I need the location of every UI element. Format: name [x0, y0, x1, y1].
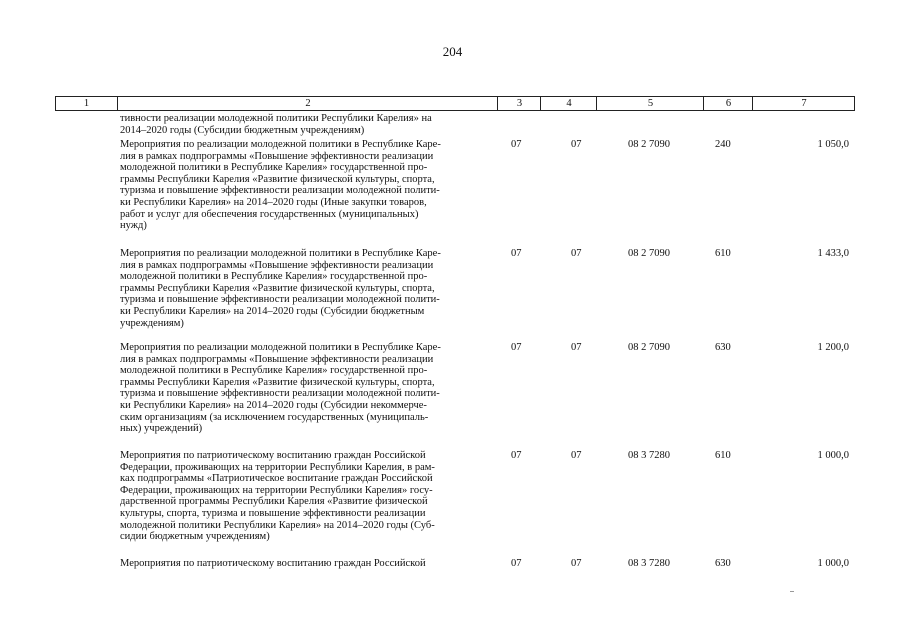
expense-type-code: 610: [715, 450, 731, 461]
column-header: 5: [596, 97, 704, 110]
column-header: 6: [703, 97, 753, 110]
target-item-code: 08 3 7280: [628, 558, 670, 569]
section-code: 07: [511, 139, 522, 150]
amount-value: 1 433,0: [817, 248, 849, 259]
section-code: 07: [511, 450, 522, 461]
description-cell: Мероприятия по реализации молодежной политики в Республике Каре- лия в рамках подпрограммы «Повышение эффективности реализации молодежной политики в Республике Карелия» государственной про- граммы Республики Карелия «Развитие физической культуры, спорта, туризма и повышение эффективности реализации молодежной полити- ки Республики Карелия» на 2014–2020 годы (Иные закупки товаров, работ и услуг для обеспечения государственных (муниципальных) нужд): [120, 139, 441, 232]
expense-type-code: 630: [715, 342, 731, 353]
target-item-code: 08 2 7090: [628, 248, 670, 259]
amount-value: 1 050,0: [817, 139, 849, 150]
target-item-code: 08 2 7090: [628, 139, 670, 150]
column-header: 3: [497, 97, 541, 110]
target-item-code: 08 2 7090: [628, 342, 670, 353]
subsection-code: 07: [571, 139, 582, 150]
section-code: 07: [511, 342, 522, 353]
description-cell: Мероприятия по патриотическому воспитанию граждан Российской: [120, 558, 426, 569]
scan-mark: [790, 591, 794, 592]
section-code: 07: [511, 558, 522, 569]
page-number: 204: [442, 44, 463, 59]
description-cell: тивности реализации молодежной политики Республики Карелия» на 2014–2020 годы (Субсидии бюджетным учреждениям): [120, 113, 432, 136]
subsection-code: 07: [571, 450, 582, 461]
expense-type-code: 630: [715, 558, 731, 569]
expense-type-code: 610: [715, 248, 731, 259]
description-cell: Мероприятия по реализации молодежной политики в Республике Каре- лия в рамках подпрограммы «Повышение эффективности реализации молодежной политики в Республике Карелия» государственной про- граммы Республики Карелия «Развитие физической культуры, спорта, туризма и повышение эффективности реализации молодежной полити- ки Республики Карелия» на 2014–2020 годы (Субсидии некоммерче- ским организациям (за исключением государственных (муниципаль- ных) учреждений): [120, 342, 441, 435]
amount-value: 1 000,0: [817, 558, 849, 569]
description-cell: Мероприятия по патриотическому воспитанию граждан Российской Федерации, проживающих на территории Республики Карелия, в рам- ках подпрограммы «Патриотическое воспитание граждан Российской Федерации, проживающих на территории Республики Карелия» госу- дарственной программы Республики Карелия «Развитие физической культуры, спорта, туризма и повышение эффективности реализации молодежной политики Республики Карелия» на 2014–2020 годы (Суб- сидии бюджетным учреждениям): [120, 450, 435, 543]
column-header: 7: [752, 97, 855, 110]
subsection-code: 07: [571, 248, 582, 259]
target-item-code: 08 3 7280: [628, 450, 670, 461]
column-header: 1: [83, 98, 90, 109]
expense-type-code: 240: [715, 139, 731, 150]
amount-value: 1 000,0: [817, 450, 849, 461]
subsection-code: 07: [571, 558, 582, 569]
description-cell: Мероприятия по реализации молодежной политики в Республике Каре- лия в рамках подпрограммы «Повышение эффективности реализации молодежной политики в Республике Карелия» государственной про- граммы Республики Карелия «Развитие физической культуры, спорта, туризма и повышение эффективности реализации молодежной полити- ки Республики Карелия» на 2014–2020 годы (Субсидии бюджетным учреждениям): [120, 248, 441, 329]
subsection-code: 07: [571, 342, 582, 353]
section-code: 07: [511, 248, 522, 259]
column-header: 4: [540, 97, 597, 110]
column-header: 2: [117, 97, 498, 110]
amount-value: 1 200,0: [817, 342, 849, 353]
